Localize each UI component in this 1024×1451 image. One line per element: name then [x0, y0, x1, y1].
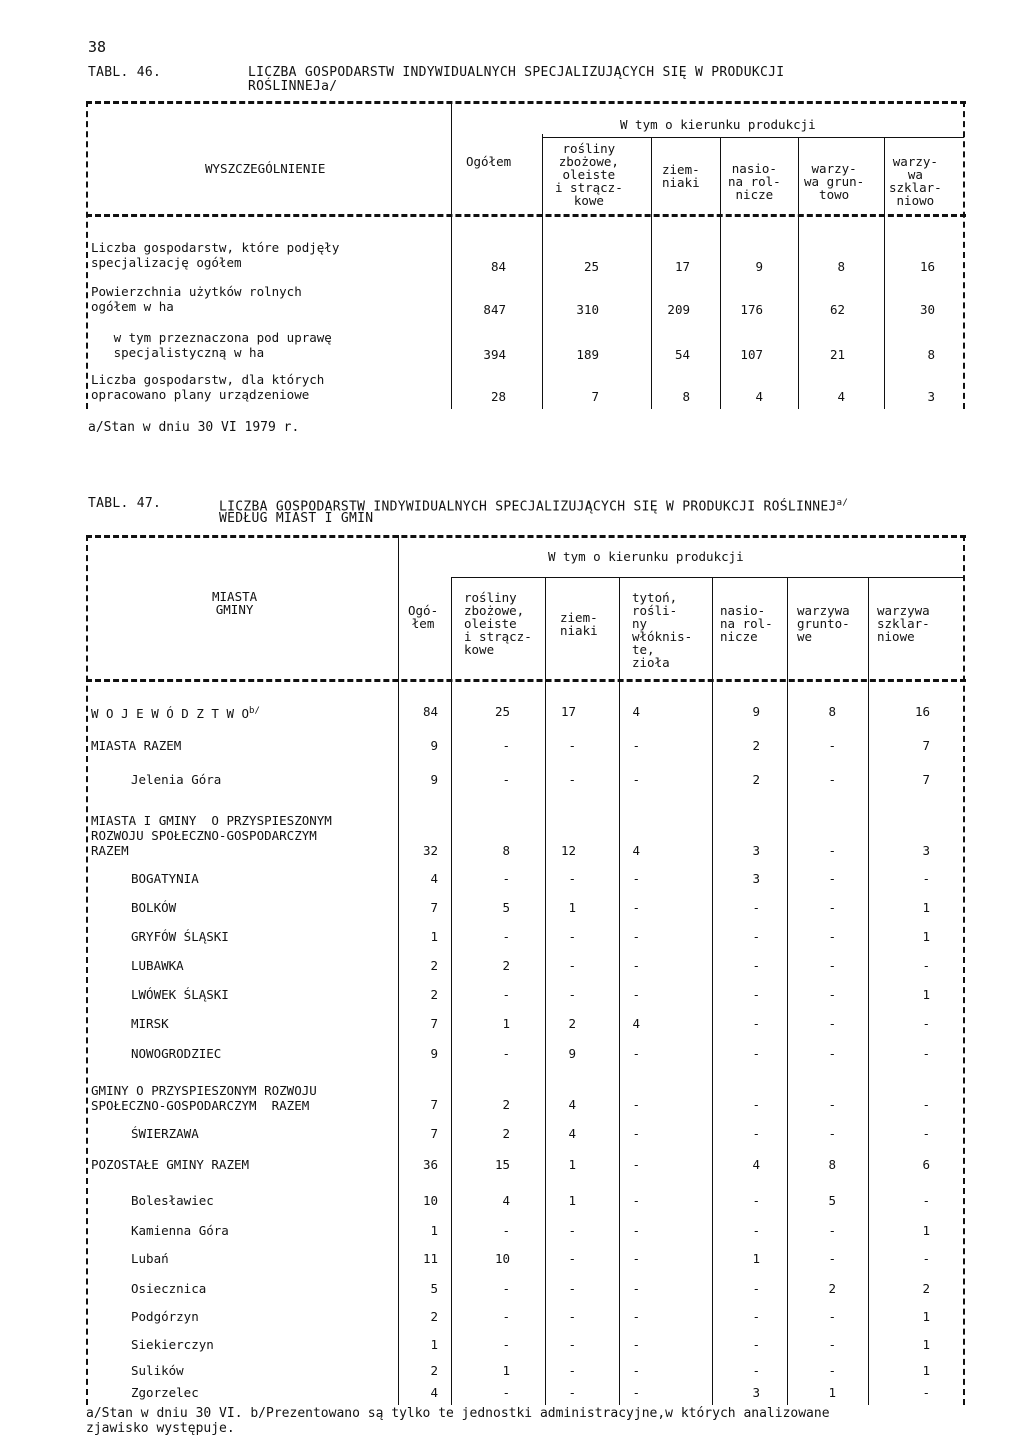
table47-head-group: W tym o kierunku produkcji [548, 549, 744, 564]
table47-cell: - [568, 958, 576, 973]
table47-cell: - [922, 1097, 930, 1112]
table47-cell: - [502, 1281, 510, 1296]
table47-cell: - [632, 1126, 640, 1141]
table47-cell: - [502, 1309, 510, 1324]
table46-head-c1: rośliny zbożowe, oleiste i strącz- kowe [555, 141, 623, 208]
table47-cell: 2 [752, 738, 760, 753]
table47-cell: - [922, 1251, 930, 1266]
table46-col-sep [798, 138, 799, 409]
table47-cell: - [632, 1097, 640, 1112]
table46-cell: 17 [674, 259, 690, 274]
table47-cell: 4 [632, 843, 640, 858]
table47-cell: - [752, 958, 760, 973]
table47-col-sep [787, 577, 788, 1405]
table47-head-rule [86, 679, 966, 682]
table47-cell: - [752, 900, 760, 915]
table47-cell: 5 [502, 900, 510, 915]
table47-row-label: LWÓWEK ŚLĄSKI [131, 987, 229, 1002]
table47-cell: 8 [828, 704, 836, 719]
table47-cell: 17 [560, 704, 576, 719]
table47-cell: 1 [430, 1223, 438, 1238]
table47-cell: 2 [502, 1126, 510, 1141]
table47-cell: - [568, 738, 576, 753]
table46-cell: 84 [490, 259, 506, 274]
table47-cell: 25 [494, 704, 510, 719]
table47-cell: 1 [922, 987, 930, 1002]
table46-col-sep [542, 134, 543, 409]
table47-cell: 7 [430, 900, 438, 915]
table47-cell: - [502, 738, 510, 753]
table46-title-note: a/ [321, 79, 338, 94]
table47-row-label: BOLKÓW [131, 900, 177, 915]
table46-cell: 176 [740, 302, 763, 317]
table47-cell: 4 [632, 704, 640, 719]
table47-cell: 7 [430, 1126, 438, 1141]
table47-cell: 4 [752, 1157, 760, 1172]
table47-row-label: Lubań [131, 1251, 169, 1266]
table47-cell: 7 [430, 1016, 438, 1031]
table47-cell: 2 [922, 1281, 930, 1296]
table46-head-c4: warzy- wa grun- towo [804, 161, 865, 202]
table47-cell: - [828, 1309, 836, 1324]
table47-cell: 9 [568, 1046, 576, 1061]
table47-left-rule [86, 535, 88, 1405]
table47-cell: - [568, 1337, 576, 1352]
table46-head-c5: warzy- wa szklar- niowo [889, 154, 942, 208]
table46-head-c3: nasio- na rol- nicze [728, 161, 781, 202]
table47-cell: - [922, 1193, 930, 1208]
table46-cell: 8 [682, 389, 690, 404]
table47-right-rule [963, 535, 965, 1405]
table47-cell: 84 [422, 704, 438, 719]
table46-head-total: Ogółem [466, 154, 512, 169]
table47-cell: 3 [922, 843, 930, 858]
table47-row-label: GMINY O PRZYSPIESZONYM ROZWOJU SPOŁECZNO-GOSPODARCZYM RAZEM [91, 1083, 317, 1113]
table47-cell: 2 [502, 958, 510, 973]
table47-cell: - [752, 1337, 760, 1352]
table46-row-label: Liczba gospodarstw, dla których opracowano plany urządzeniowe [91, 372, 325, 402]
page-number: 38 [88, 38, 107, 56]
table47-row-label: Kamienna Góra [131, 1223, 229, 1238]
table47-head-c3: tytoń, rośli- ny włóknis- te, zioła [632, 590, 693, 670]
table47-cell: 10 [494, 1251, 510, 1266]
table46-right-rule [963, 101, 965, 409]
table47-cell: 1 [922, 1309, 930, 1324]
table46-footnote: a/Stan w dniu 30 VI 1979 r. [88, 420, 300, 435]
table47-cell: 1 [922, 929, 930, 944]
table47-row-label: Sulików [131, 1363, 184, 1378]
table47-head-c1: rośliny zbożowe, oleiste i strącz- kowe [464, 590, 532, 657]
table47-cell: 1 [752, 1251, 760, 1266]
table47-cell: - [502, 1046, 510, 1061]
table47-cell: - [828, 1126, 836, 1141]
table47-cell: 12 [560, 843, 576, 858]
table47-cell: - [828, 1251, 836, 1266]
table47-cell: - [752, 987, 760, 1002]
table47-cell: 1 [430, 1337, 438, 1352]
table47-cell: - [568, 1251, 576, 1266]
table47-cell: 1 [430, 929, 438, 944]
table47-cell: 1 [922, 1337, 930, 1352]
table47-cell: 2 [430, 1363, 438, 1378]
table47-cell: - [828, 1223, 836, 1238]
table46-cell: 107 [740, 347, 763, 362]
table46-title-line1: LICZBA GOSPODARSTW INDYWIDUALNYCH SPECJALIZUJĄCYCH SIĘ W PRODUKCJI [248, 65, 785, 80]
table47-cell: 1 [502, 1363, 510, 1378]
table47-cell: 4 [568, 1126, 576, 1141]
table47-cell: - [502, 1223, 510, 1238]
table47-head-total: Ogó- łem [408, 603, 439, 631]
table47-cell: 2 [828, 1281, 836, 1296]
table47-cell: 32 [422, 843, 438, 858]
table46-head-stub: WYSZCZEGÓLNIENIE [205, 161, 326, 176]
table46-head-c2: ziem- niaki [662, 162, 700, 190]
table46-group-rule [542, 137, 964, 138]
table47-head-c4: nasio- na rol- nicze [720, 603, 773, 644]
table46-cell: 4 [837, 389, 845, 404]
table47-cell: - [752, 1363, 760, 1378]
table47-cell: 1 [568, 1157, 576, 1172]
table47-cell: - [632, 958, 640, 973]
table47-cell: - [632, 1363, 640, 1378]
table47-cell: - [632, 1309, 640, 1324]
table47-row-label: ŚWIERZAWA [131, 1126, 199, 1141]
table47-cell: - [568, 772, 576, 787]
table46-top-rule [86, 101, 966, 104]
table46-cell: 189 [576, 347, 599, 362]
table47-cell: 10 [422, 1193, 438, 1208]
table47-cell: - [632, 1251, 640, 1266]
table46-col-sep [720, 138, 721, 409]
table47-cell: - [502, 1337, 510, 1352]
table47-cell: - [828, 1337, 836, 1352]
table47-cell: - [568, 1309, 576, 1324]
table47-cell: 8 [828, 1157, 836, 1172]
table47-cell: 5 [430, 1281, 438, 1296]
table46-cell: 394 [483, 347, 506, 362]
table47-cell: 1 [922, 1223, 930, 1238]
table46-cell: 847 [483, 302, 506, 317]
table47-cell: - [922, 958, 930, 973]
table47-footnote-line2: zjawisko występuje. [86, 1421, 235, 1436]
table47-row-label: Zgorzelec [131, 1385, 199, 1400]
table47-cell: - [568, 1223, 576, 1238]
table47-cell: 4 [430, 871, 438, 886]
table46-cell: 7 [591, 389, 599, 404]
table47-cell: - [632, 1193, 640, 1208]
table47-cell: 2 [430, 958, 438, 973]
table47-cell: 2 [430, 1309, 438, 1324]
table47-cell: - [828, 1097, 836, 1112]
table47-cell: 9 [430, 772, 438, 787]
table46-head-group: W tym o kierunku produkcji [620, 117, 816, 132]
table47-cell: 1 [502, 1016, 510, 1031]
table46-cell: 28 [490, 389, 506, 404]
table47-cell: - [632, 871, 640, 886]
table47-row-label: POZOSTAŁE GMINY RAZEM [91, 1157, 250, 1172]
table47-cell: - [828, 871, 836, 886]
table47-cell: - [632, 738, 640, 753]
table46-row-label: Powierzchnia użytków rolnych ogółem w ha [91, 284, 302, 314]
table47-cell: 9 [430, 1046, 438, 1061]
table46-cell: 30 [919, 302, 935, 317]
table47-cell: - [828, 929, 836, 944]
table47-head-stub: MIASTA GMINY [212, 589, 258, 617]
table47-row-label: MIASTA I GMINY O PRZYSPIESZONYM ROZWOJU SPOŁECZNO-GOSPODARCZYM RAZEM [91, 813, 332, 858]
table46-cell: 4 [755, 389, 763, 404]
table46-cell: 310 [576, 302, 599, 317]
table47-cell: 2 [752, 772, 760, 787]
table46-cell: 21 [829, 347, 845, 362]
table47-cell: - [828, 1046, 836, 1061]
table47-cell: - [632, 772, 640, 787]
table46-cell: 8 [927, 347, 935, 362]
table47-cell: 1 [922, 900, 930, 915]
table47-cell: - [922, 871, 930, 886]
table47-group-rule [451, 577, 964, 578]
table47-cell: 3 [752, 843, 760, 858]
table47-cell: - [922, 1126, 930, 1141]
table47-cell: 7 [922, 738, 930, 753]
table47-head-c5: warzywa grunto- we [797, 603, 850, 644]
table47-cell: - [632, 1223, 640, 1238]
table47-cell: 1 [922, 1363, 930, 1378]
table47-cell: - [632, 900, 640, 915]
table47-cell: 8 [502, 843, 510, 858]
table47-cell: - [632, 929, 640, 944]
table47-cell: 4 [502, 1193, 510, 1208]
table47-col-sep [868, 577, 869, 1405]
table47-cell: - [828, 738, 836, 753]
table47-cell: 2 [568, 1016, 576, 1031]
table46-title-line2: ROŚLINNEJa/ [248, 79, 338, 94]
table47-cell: 7 [922, 772, 930, 787]
table47-cell: 3 [752, 1385, 760, 1400]
table47-cell: 16 [914, 704, 930, 719]
table47-cell: - [568, 1363, 576, 1378]
table47-cell: 4 [430, 1385, 438, 1400]
table46-number: TABL. 46. [88, 65, 162, 80]
table47-row-label: MIRSK [131, 1016, 169, 1031]
table47-cell: - [828, 958, 836, 973]
table47-cell: - [752, 1016, 760, 1031]
table47-cell: - [632, 1281, 640, 1296]
table46-cell: 3 [927, 389, 935, 404]
table47-cell: 5 [828, 1193, 836, 1208]
table47-cell: 2 [502, 1097, 510, 1112]
table47-cell: - [752, 1309, 760, 1324]
table47-row-label: Jelenia Góra [131, 772, 222, 787]
table47-row-note: b/ [249, 706, 260, 716]
table47-cell: - [752, 1126, 760, 1141]
table47-cell: - [502, 871, 510, 886]
table47-row-label: Osiecznica [131, 1281, 207, 1296]
table47-cell: 4 [632, 1016, 640, 1031]
table47-row-label: MIASTA RAZEM [91, 738, 182, 753]
table46-cell: 209 [667, 302, 690, 317]
table47-cell: - [632, 1157, 640, 1172]
table47-title-line2: WEDŁUG MIAST I GMIN [219, 511, 374, 526]
table46-cell: 8 [837, 259, 845, 274]
table47-cell: 11 [422, 1251, 438, 1266]
table47-cell: - [502, 1385, 510, 1400]
table46-head-rule [86, 214, 966, 217]
table47-cell: 6 [922, 1157, 930, 1172]
table47-cell: - [752, 1193, 760, 1208]
table47-cell: - [922, 1046, 930, 1061]
table47-cell: 1 [568, 900, 576, 915]
table47-cell: - [828, 900, 836, 915]
table47-number: TABL. 47. [88, 496, 162, 511]
table46-cell: 25 [583, 259, 599, 274]
table47-cell: - [632, 1385, 640, 1400]
table46-row-label: Liczba gospodarstw, które podjęły specjalizację ogółem [91, 240, 340, 270]
table47-cell: - [828, 772, 836, 787]
table47-cell: - [502, 987, 510, 1002]
table47-cell: - [828, 987, 836, 1002]
table47-cell: - [568, 1385, 576, 1400]
table47-row-label: BOGATYNIA [131, 871, 199, 886]
table46-col-sep [451, 101, 452, 409]
table47-cell: 15 [494, 1157, 510, 1172]
table47-row-label: LUBAWKA [131, 958, 184, 973]
table47-row-label: NOWOGRODZIEC [131, 1046, 222, 1061]
table47-cell: 4 [568, 1097, 576, 1112]
table47-cell: 9 [752, 704, 760, 719]
table47-head-c2: ziem- niaki [560, 610, 598, 638]
table47-cell: 9 [430, 738, 438, 753]
table47-cell: - [502, 929, 510, 944]
table47-col-sep [451, 577, 452, 1405]
table47-top-rule [86, 535, 966, 538]
table46-cell: 16 [919, 259, 935, 274]
table47-cell: - [752, 1223, 760, 1238]
table47-head-c6: warzywa szklar- niowe [877, 603, 930, 644]
table46-cell: 9 [755, 259, 763, 274]
table46-row-label: w tym przeznaczona pod uprawę specjalistyczną w ha [113, 330, 332, 360]
table47-cell: - [828, 1363, 836, 1378]
table47-cell: 1 [568, 1193, 576, 1208]
table46-left-rule [86, 101, 88, 409]
table47-cell: - [568, 929, 576, 944]
table47-title-line1: LICZBA GOSPODARSTW INDYWIDUALNYCH SPECJALIZUJĄCYCH SIĘ W PRODUKCJI $ROŚLINNEJ^{a/}$ [219, 498, 849, 515]
table46-cell: 54 [674, 347, 690, 362]
table46-cell: 62 [829, 302, 845, 317]
table47-cell: 3 [752, 871, 760, 886]
table47-cell: 36 [422, 1157, 438, 1172]
table47-cell: - [752, 929, 760, 944]
table46-col-sep [884, 138, 885, 409]
table47-cell: - [568, 1281, 576, 1296]
table47-cell: - [752, 1097, 760, 1112]
table47-cell: - [828, 843, 836, 858]
table47-cell: - [568, 987, 576, 1002]
table47-row-label: Bolesławiec [131, 1193, 214, 1208]
table47-cell: - [752, 1046, 760, 1061]
table47-cell: - [568, 871, 576, 886]
table47-cell: - [922, 1385, 930, 1400]
table47-cell: - [828, 1016, 836, 1031]
table47-row-label: Siekierczyn [131, 1337, 214, 1352]
table47-cell: 1 [828, 1385, 836, 1400]
table47-row-label: Podgórzyn [131, 1309, 199, 1324]
table47-cell: - [502, 772, 510, 787]
table47-cell: - [922, 1016, 930, 1031]
table47-cell: 7 [430, 1097, 438, 1112]
table47-row-label: GRYFÓW ŚLĄSKI [131, 929, 229, 944]
table47-cell: - [632, 1046, 640, 1061]
table47-cell: 2 [430, 987, 438, 1002]
table47-row-label: W O J E W Ó D Z T W $O^{b/}$ [91, 706, 260, 722]
table47-col-sep [712, 577, 713, 1405]
table47-title-note: a/ [836, 498, 849, 508]
table47-cell: - [752, 1281, 760, 1296]
table47-cell: - [632, 987, 640, 1002]
table47-cell: - [632, 1337, 640, 1352]
table47-footnote-line1: a/Stan w dniu 30 VI. b/Prezentowano są tylko te jednostki administracyjne,w których analizowane [86, 1406, 830, 1421]
